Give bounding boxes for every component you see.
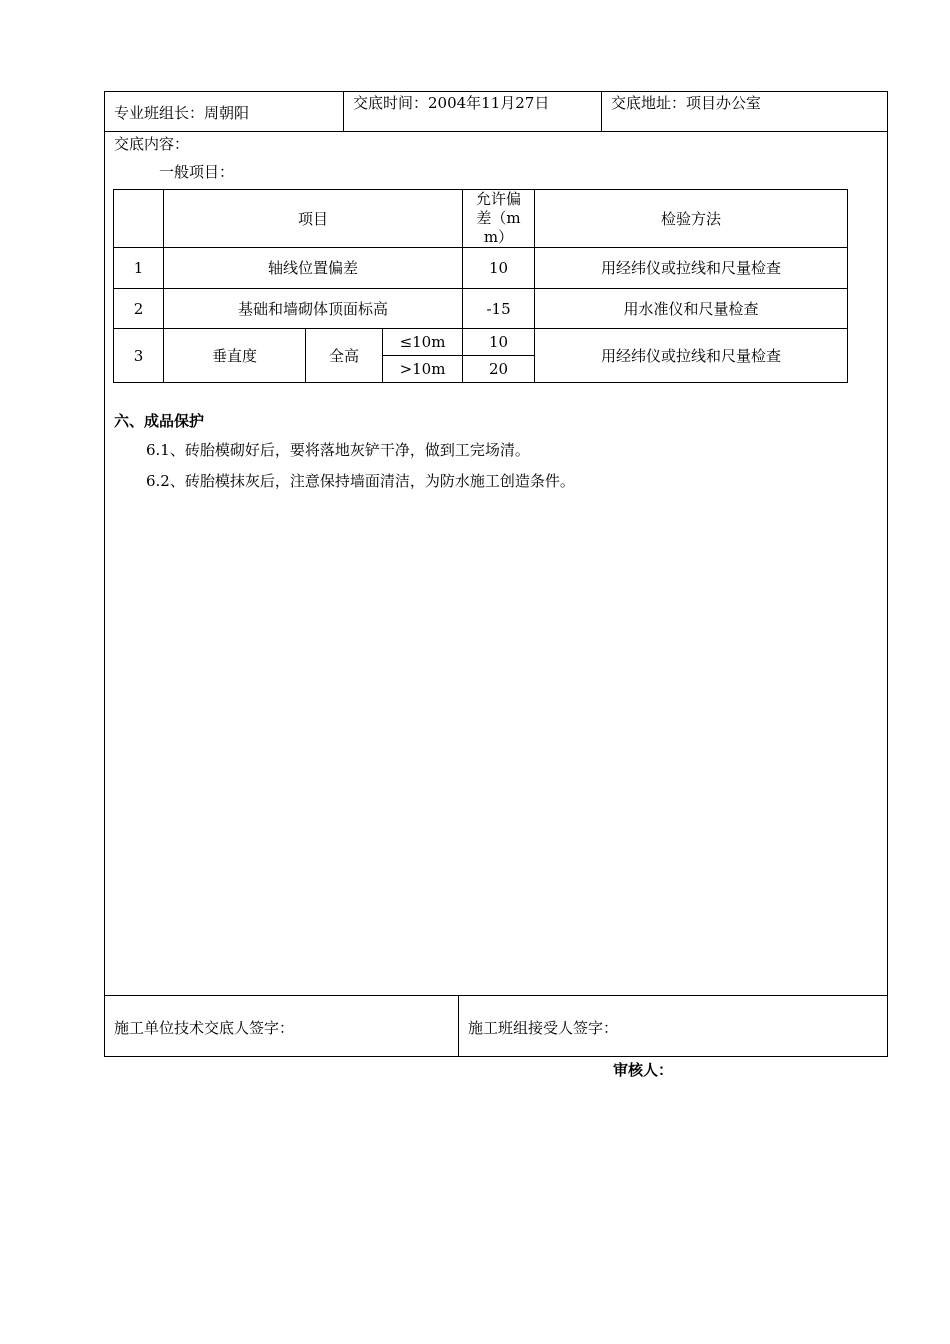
row1-no: 1 bbox=[114, 248, 164, 289]
header-divider bbox=[104, 131, 888, 132]
table-header-row bbox=[114, 190, 848, 248]
section6-title: 六、成品保护 bbox=[114, 412, 205, 430]
table-row bbox=[114, 248, 848, 289]
row3-subitem: 全高 bbox=[306, 329, 383, 383]
row2-method: 用水准仪和尺量检查 bbox=[535, 289, 848, 329]
handover-location-field: 交底地址：项目办公室 bbox=[611, 94, 762, 112]
row3-no: 3 bbox=[114, 329, 164, 383]
row3-tol-b: 20 bbox=[463, 356, 535, 383]
table-row bbox=[114, 289, 848, 329]
header-col-divider-2 bbox=[601, 91, 602, 131]
row3-cond-a: ≤10m bbox=[383, 329, 463, 356]
row3-item: 垂直度 bbox=[164, 329, 306, 383]
content-label: 交底内容： bbox=[114, 135, 190, 153]
header-tolerance-text: 允许偏差（mm） bbox=[476, 190, 522, 246]
row1-method: 用经纬仪或拉线和尺量检查 bbox=[535, 248, 848, 289]
signature-col-divider bbox=[458, 995, 459, 1057]
team-signature-label: 施工班组接受人签字： bbox=[468, 1019, 619, 1037]
row2-no: 2 bbox=[114, 289, 164, 329]
section6-paragraph-1: 6.1、砖胎模砌好后，要将落地灰铲干净，做到工完场清。 bbox=[146, 441, 530, 459]
row3-tol-a: 10 bbox=[463, 329, 535, 356]
handover-time-field: 交底时间：2004年11月27日 bbox=[353, 94, 550, 112]
header-col-divider-1 bbox=[343, 91, 344, 131]
row2-item: 基础和墙砌体顶面标高 bbox=[164, 289, 463, 329]
team-leader-field: 专业班组长：周朝阳 bbox=[114, 104, 250, 122]
row2-tolerance: -15 bbox=[463, 289, 535, 329]
row1-tolerance: 10 bbox=[463, 248, 535, 289]
general-items-label: 一般项目： bbox=[159, 163, 235, 181]
tech-signature-label: 施工单位技术交底人签字： bbox=[114, 1019, 295, 1037]
row1-item: 轴线位置偏差 bbox=[164, 248, 463, 289]
row3-method: 用经纬仪或拉线和尺量检查 bbox=[535, 329, 848, 383]
header-no bbox=[114, 190, 164, 248]
signature-divider bbox=[104, 995, 888, 996]
header-item: 项目 bbox=[164, 190, 463, 248]
row3-cond-b: >10m bbox=[383, 356, 463, 383]
table-row bbox=[114, 329, 848, 356]
reviewer-label: 审核人： bbox=[613, 1061, 674, 1079]
header-tolerance bbox=[463, 190, 535, 248]
header-method: 检验方法 bbox=[535, 190, 848, 248]
section6-paragraph-2: 6.2、砖胎模抹灰后，注意保持墙面清洁，为防水施工创造条件。 bbox=[146, 472, 575, 490]
tolerance-table bbox=[113, 189, 848, 383]
